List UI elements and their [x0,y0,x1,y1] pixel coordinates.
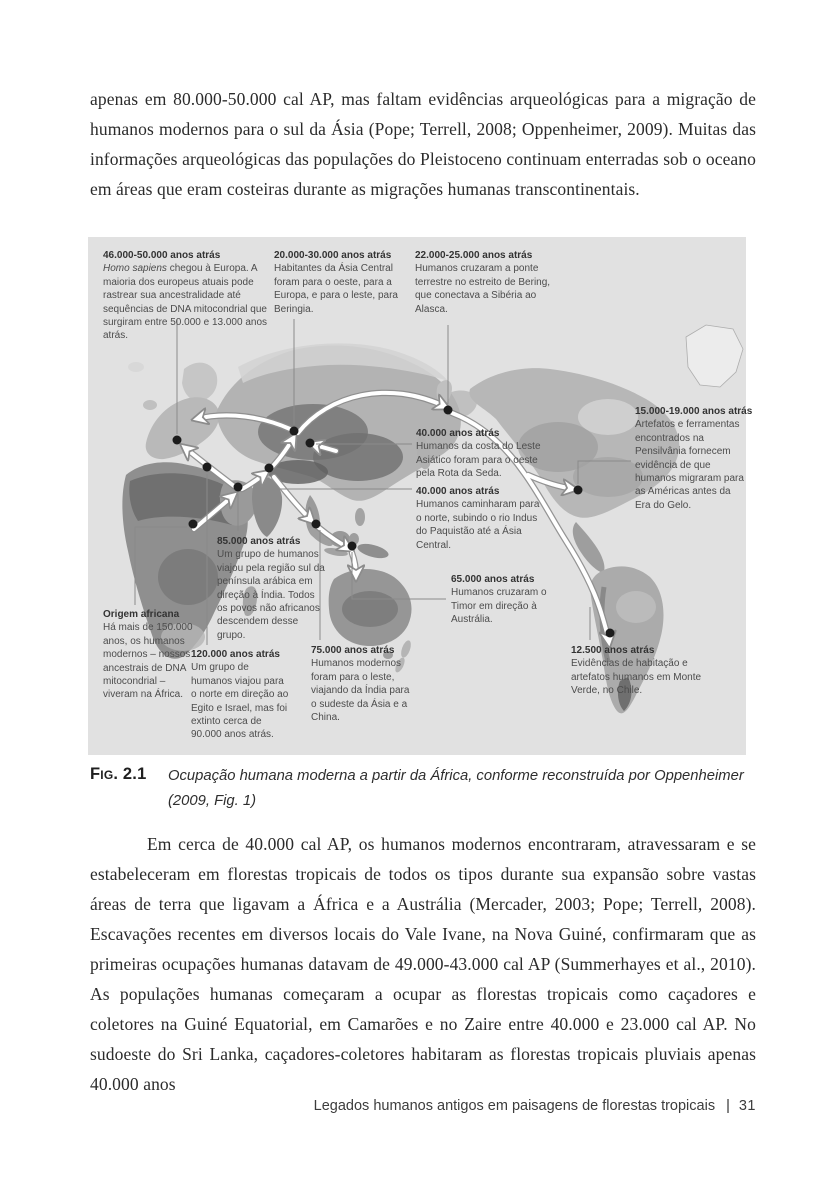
figure-caption [90,764,756,814]
footer-separator: | [726,1098,730,1114]
annotation-australia-65k: 65.000 anos atrás Humanos cruzaram o Timor em direção à Austrália. [451,574,547,626]
annotation-monte-verde-12500: 12.500 anos atrás Evidências de habitação e artefatos humanos em Monte Verde, no Chile. [571,645,702,697]
figure-caption-text: Ocupação humana moderna a partir da África, conforme reconstruída por Oppenheimer (2009, Fig. 1) [168,768,744,809]
page-number: 31 [738,1098,756,1114]
annotation-bering-22-25k: 22.000-25.000 anos atrás Humanos cruzaram a ponte terrestre no estreito de Bering, que conectava a Sibéria ao Alasca. [415,250,551,315]
annotation-silk-road-40k: 40.000 anos atrás Humanos da costa do Leste Asiático foram para o oeste pela Rota da Seda. [416,428,541,480]
figure-label: Fig. 2.1 [90,765,147,783]
annotation-southeast-asia-75k: 75.000 anos atrás Humanos modernos foram para o leste, viajando da Índia para o sudeste da Ásia e a China. [311,645,410,724]
annotation-african-origin: Origem africana Há mais de 150.000 anos, os humanos modernos – nossos ancestrais de DNA mitocondrial – viveram na África. [103,609,193,701]
annotation-arabia-85k: 85.000 anos atrás Um grupo de humanos viajou pela região sul da península arábica em direção à Índia. Todos os povos não africanos descendem desse grupo. [217,536,325,641]
figure-2-1-panel [88,237,753,755]
annotation-indus-40k: 40.000 anos atrás Humanos caminharam para o norte, subindo o rio Indus do Paquistão até a Ásia Central. [416,486,540,551]
running-title: Legados humanos antigos em paisagens de florestas tropicais [313,1098,716,1114]
annotation-europe-46-50k: 46.000-50.000 anos atrás Homo sapiens chegou à Europa. A maioria dos europeus atuais pode rastrear sua ancestralidade até sequências de DNA mitocondrial que surgiram entre 50.000 e 13.000 anos atrás. [103,250,267,342]
annotation-egypt-israel-120k: 120.000 anos atrás Um grupo de humanos viajou para o norte em direção ao Egito e Israel, mas foi extinto cerca de 90.000 anos atrás. [191,649,289,741]
body-paragraph-1: apenas em 80.000-50.000 cal AP, mas faltam evidências arqueológicas para a migração de humanos modernos para o sul da Ásia (Pope; Terrell, 2008; Oppenheimer, 2009). Muitas das informações arqueológicas das populações do Pleistoceno continuam enterradas sob o oceano em áreas que eram costeiras durante as migrações humanas transcontinentais. [90,89,756,199]
annotation-central-asia-20-30k: 20.000-30.000 anos atrás Habitantes da Ásia Central foram para o oeste, para a Europa, e para o leste, para Beringia. [274,250,398,315]
page-footer [90,1098,756,1114]
body-paragraph-2: Em cerca de 40.000 cal AP, os humanos modernos encontraram, atravessaram e se estabeleceram em florestas tropicais de todos os tipos durante sua expansão sobre vastas áreas de terra que ligavam a África e a Austrália (Mercader, 2003; Pope; Terrell, 2008). Escavações recentes em diversos locais do Vale Ivane, na Nova Guiné, confirmaram que as primeiras ocupações humanas datavam de 49.000-43.000 cal AP (Summerhayes et al., 2010). As populações humanas começaram a ocupar as florestas tropicais como caçadores e coletores na Guiné Equatorial, em Camarões e no Zaire entre 40.000 e 23.000 cal AP. No sudoeste do Sri Lanka, caçadores-coletores habitaram as florestas tropicais pluviais apenas 40.000 anos [90,834,756,1094]
annotation-pennsylvania-15-19k: 15.000-19.000 anos atrás Artefatos e ferramentas encontrados na Pensilvânia fornecem evidência de que humanos migraram para as Américas antes da Era do Gelo. [635,406,753,511]
